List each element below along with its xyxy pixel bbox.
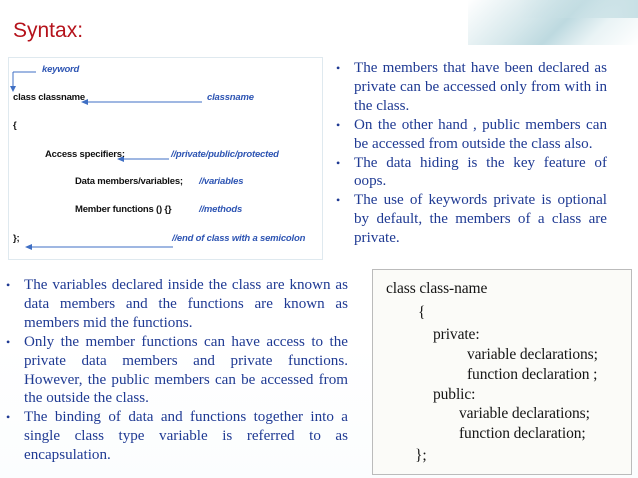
- list-item: • The data hiding is the key feature of oops.: [336, 154, 607, 190]
- syntax-diagram: [8, 57, 323, 260]
- left-bullet-list: [6, 276, 348, 465]
- bullet-icon: •: [6, 278, 11, 292]
- code-line: class class-name: [386, 280, 488, 297]
- code-line: public:: [433, 386, 476, 403]
- keyword-label: keyword: [42, 64, 80, 75]
- open-brace: {: [13, 120, 17, 131]
- bullet-icon: •: [6, 334, 11, 349]
- methods-comment: //methods: [199, 204, 243, 215]
- close-brace: };: [13, 233, 20, 244]
- code-line: function declaration;: [459, 425, 586, 442]
- member-functions-label: Member functions () {}: [75, 204, 172, 215]
- data-members-label: Data members/variables;: [75, 176, 183, 187]
- access-specifiers-label: Access specifiers:: [45, 149, 125, 160]
- list-item: • The use of keywords private is optional by default, the members of a class are private.: [336, 192, 607, 247]
- list-item: • The members that have been declared as private can be accessed only from with in the class.: [336, 60, 607, 114]
- class-classname-line: class classname: [13, 92, 86, 103]
- bullet-icon: •: [336, 61, 341, 75]
- code-line: {: [418, 304, 426, 321]
- class-syntax-code-image: [372, 269, 632, 475]
- decorative-glare-strip: [518, 0, 638, 18]
- bullet-icon: •: [6, 410, 11, 425]
- access-comment: //private/public/protected: [171, 149, 279, 160]
- variables-comment: //variables: [199, 176, 244, 187]
- list-item: • The variables declared inside the class are known as data members and the functions are known as members mid the functions.: [6, 277, 348, 331]
- list-item: • The binding of data and functions together into a single class type variable is referred to as encapsulation.: [6, 409, 348, 464]
- classname-label: classname: [207, 92, 254, 103]
- code-line: private:: [433, 326, 480, 343]
- code-line: variable declarations;: [459, 405, 590, 422]
- code-line: function declaration ;: [467, 366, 598, 383]
- code-line: variable declarations;: [467, 346, 598, 363]
- end-arrowhead: [25, 244, 32, 250]
- code-line: };: [415, 447, 427, 464]
- list-item: • On the other hand , public members can be accessed from outside the class also.: [336, 116, 607, 152]
- right-bullet-list: [336, 59, 607, 248]
- end-comment: //end of class with a semicolon: [172, 233, 306, 244]
- bullet-icon: •: [336, 117, 341, 132]
- slide-title: Syntax:: [13, 19, 84, 42]
- list-item: • Only the member functions can have access to the private data members and private functions. However, the public members can be accessed from the outside the class.: [6, 333, 348, 407]
- bullet-icon: •: [336, 193, 341, 208]
- bullet-icon: •: [336, 155, 341, 170]
